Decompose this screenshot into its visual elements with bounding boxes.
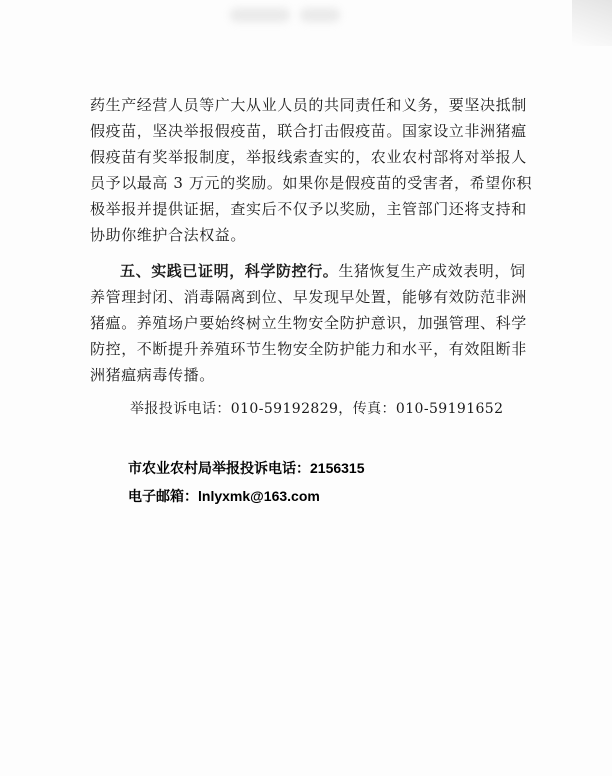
paragraph-vaccine-reporting <box>90 92 533 248</box>
text-line: 药生产经营人员等广大从业人员的共同责任和义务，要坚决抵制 <box>90 96 527 114</box>
text-line: 假疫苗，坚决举报假疫苗，联合打击假疫苗。国家设立非洲猪瘟 <box>90 122 527 140</box>
text-line: 猪瘟。养殖场户要始终树立生物安全防护意识，加强管理、科学 <box>90 314 527 332</box>
text-span: 生猪恢复生产成效表明，饲 <box>338 262 526 280</box>
section-heading: 五、实践已证明，科学防控行。 <box>120 262 339 280</box>
text-line: 员予以最高 3 万元的奖励。如果你是假疫苗的受害者，希望你积 <box>90 174 533 192</box>
text-line: 养管理封闭、消毒隔离到位、早发现早处置，能够有效防范非洲 <box>90 288 527 306</box>
text-line: 洲猪瘟病毒传播。 <box>90 366 215 384</box>
scan-smudge <box>230 8 290 22</box>
text-line: 防控，不断提升养殖环节生物安全防护能力和水平，有效阻断非 <box>90 340 527 358</box>
text-line: 协助你维护合法权益。 <box>90 226 247 244</box>
scan-corner-shadow <box>572 0 612 46</box>
text-line: 假疫苗有奖举报制度，举报线索查实的，农业农村部将对举报人 <box>90 148 527 166</box>
paragraph-scientific-prevention <box>90 258 530 388</box>
scan-smudge <box>300 8 340 22</box>
city-phone-line: 市农业农村局举报投诉电话：2156315 <box>128 460 365 476</box>
national-contact-line: 举报投诉电话：010-59192829，传真：010-59191652 <box>130 401 504 417</box>
text-line: 极举报并提供证据，查实后不仅予以奖励，主管部门还将支持和 <box>90 200 527 218</box>
text-line <box>90 258 530 284</box>
email-line: 电子邮箱：lnlyxmk@163.com <box>128 488 320 504</box>
